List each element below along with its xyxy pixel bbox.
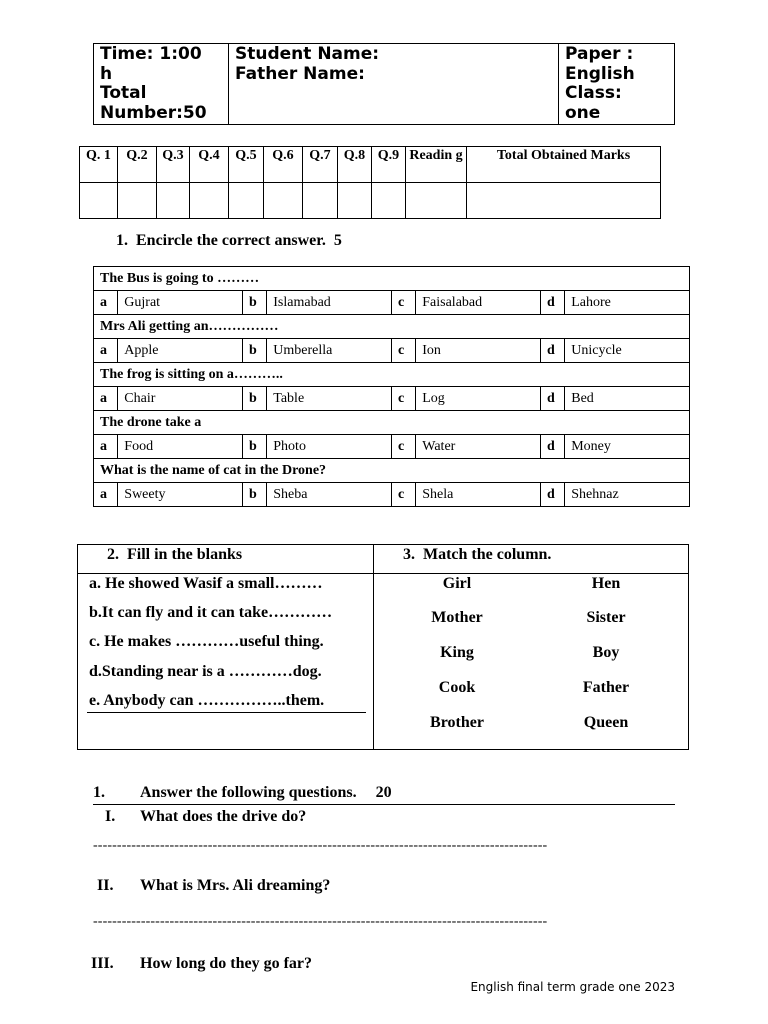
section3-number: 3. [403,546,415,563]
score-cell[interactable] [406,183,467,219]
score-header-q9: Q.9 [372,147,406,183]
score-header-reading: Readin g [406,147,467,183]
option-text[interactable]: Ion [416,339,541,363]
option-letter: d [540,339,564,363]
paper-class-cell [559,44,675,125]
option-text[interactable]: Shela [416,483,541,507]
score-header-q4: Q.4 [190,147,229,183]
question-item [97,877,330,895]
question-numeral: III. [91,955,114,972]
score-cell[interactable] [264,183,303,219]
score-cell[interactable] [338,183,372,219]
page-footer: English final term grade one 2023 [470,980,675,994]
question-numeral: I. [105,808,116,825]
score-cell[interactable] [303,183,338,219]
column-divider [373,545,374,749]
header-divider [78,573,688,574]
option-letter: a [94,387,118,411]
section4-marks: 20 [375,784,392,801]
blank-text: Standing near is a …………dog. [101,663,322,680]
answer-line: ----------------------------------------------------------------------------------------------- [93,914,548,929]
blank-letter: a. [89,575,101,592]
answer-line: ----------------------------------------------------------------------------------------------- [93,838,548,853]
time-total-cell [94,44,229,125]
blank-letter: e. [89,692,101,709]
option-text[interactable]: Photo [267,435,392,459]
option-text[interactable]: Unicycle [565,339,690,363]
blank-letter: b. [89,604,102,621]
blank-text: He showed Wasif a small……… [105,575,323,592]
score-header-q3: Q.3 [157,147,190,183]
option-letter: d [540,387,564,411]
mcq-question: The frog is sitting on a……….. [94,363,690,387]
match-right-item: Father [582,679,630,696]
match-left-item: Mother [431,609,483,626]
option-text[interactable]: Bed [565,387,690,411]
option-text[interactable]: Water [416,435,541,459]
section4-heading [93,784,392,802]
blank-text: It can fly and it can take………… [101,604,333,621]
option-text[interactable]: Table [267,387,392,411]
section4-underline [93,804,675,805]
section4-number: 1. [93,784,105,801]
blank-text: He makes …………useful thing. [104,633,324,650]
score-header-q7: Q.7 [303,147,338,183]
mcq-question: Mrs Ali getting an…………… [94,315,690,339]
question-text: What is Mrs. Ali dreaming? [140,877,331,894]
option-text[interactable]: Faisalabad [416,291,541,315]
section1-number: 1. [116,232,128,249]
time-unit: h [100,63,113,84]
mcq-question: What is the name of cat in the Drone? [94,459,690,483]
score-cell[interactable] [190,183,229,219]
section1-marks: 5 [333,232,342,249]
time-label: Time: 1:00 [100,44,202,64]
score-cell[interactable] [372,183,406,219]
match-left-item: Girl [442,575,472,592]
score-cell[interactable] [118,183,157,219]
paper-subject: English [565,63,635,84]
blank-item [89,663,322,681]
option-letter: c [391,291,415,315]
blank-item [89,604,332,622]
blank-item [89,575,323,593]
score-cell[interactable] [157,183,190,219]
question-numeral: II. [97,877,114,894]
mcq-question: The drone take a [94,411,690,435]
option-letter: c [391,483,415,507]
question-item [105,808,306,826]
option-letter: b [242,483,266,507]
section2-number: 2. [107,546,119,563]
total-label: Total [100,83,147,103]
option-letter: c [391,435,415,459]
option-letter: a [94,435,118,459]
fill-match-box [77,544,689,750]
option-letter: d [540,435,564,459]
option-letter: a [94,339,118,363]
student-info-cell [229,44,559,125]
option-text[interactable]: Sheba [267,483,392,507]
class-value: one [565,102,601,123]
mcq-options-row [94,435,690,459]
mcq-options-row [94,387,690,411]
score-header-q5: Q.5 [229,147,264,183]
exam-header-table [93,43,675,125]
option-text[interactable]: Log [416,387,541,411]
option-letter: c [391,339,415,363]
question-text: How long do they go far? [140,955,312,972]
option-letter: b [242,339,266,363]
score-cell[interactable] [467,183,661,219]
score-header-q8: Q.8 [338,147,372,183]
score-header-total: Total Obtained Marks [467,147,661,183]
mcq-question: The Bus is going to ……… [94,267,690,291]
option-letter: c [391,387,415,411]
option-text[interactable]: Chair [118,387,243,411]
question-text: What does the drive do? [140,808,307,825]
mcq-table [93,266,690,507]
score-header-q1: Q. 1 [80,147,118,183]
match-left-item: King [440,644,474,661]
score-header-q6: Q.6 [264,147,303,183]
option-text[interactable]: Food [118,435,243,459]
option-text[interactable]: Apple [118,339,243,363]
option-text[interactable]: Money [565,435,690,459]
match-right-item: Boy [592,644,620,661]
match-right-item: Queen [583,714,629,731]
class-label: Class: [565,83,622,103]
option-letter: b [242,435,266,459]
option-letter: b [242,291,266,315]
section2-title: Fill in the blanks [127,546,243,563]
total-number: Number:50 [100,102,207,123]
option-letter: d [540,291,564,315]
score-cell[interactable] [80,183,118,219]
student-name-label: Student Name: [235,44,380,64]
section1-title: Encircle the correct answer. [136,232,326,249]
mcq-options-row [94,339,690,363]
blank-item [89,633,324,651]
score-table [79,146,661,219]
section1-heading [116,232,342,250]
mcq-options-row [94,483,690,507]
section3-heading [403,546,551,564]
section3-title: Match the column. [423,546,552,563]
match-left-item: Brother [430,714,484,731]
blank-underline [87,712,366,713]
option-letter: d [540,483,564,507]
option-text[interactable]: Sweety [118,483,243,507]
section4-title: Answer the following questions. [140,784,357,801]
score-cell[interactable] [229,183,264,219]
option-text[interactable]: Islamabad [267,291,392,315]
option-text[interactable]: Gujrat [118,291,243,315]
match-right-item: Hen [591,575,621,592]
score-header-q2: Q.2 [118,147,157,183]
option-letter: a [94,483,118,507]
option-text[interactable]: Shehnaz [565,483,690,507]
blank-letter: d. [89,663,102,680]
option-letter: b [242,387,266,411]
question-item [91,955,312,973]
blank-letter: c. [89,633,101,650]
paper-label: Paper : [565,44,634,64]
blank-item [89,692,324,710]
section2-heading [107,546,242,564]
option-text[interactable]: Umberella [267,339,392,363]
father-name-label: Father Name: [235,63,365,84]
match-right-item: Sister [586,609,626,626]
blank-text: Anybody can ……………..them. [103,692,325,709]
option-letter: a [94,291,118,315]
match-left-item: Cook [438,679,476,696]
option-text[interactable]: Lahore [565,291,690,315]
mcq-options-row [94,291,690,315]
